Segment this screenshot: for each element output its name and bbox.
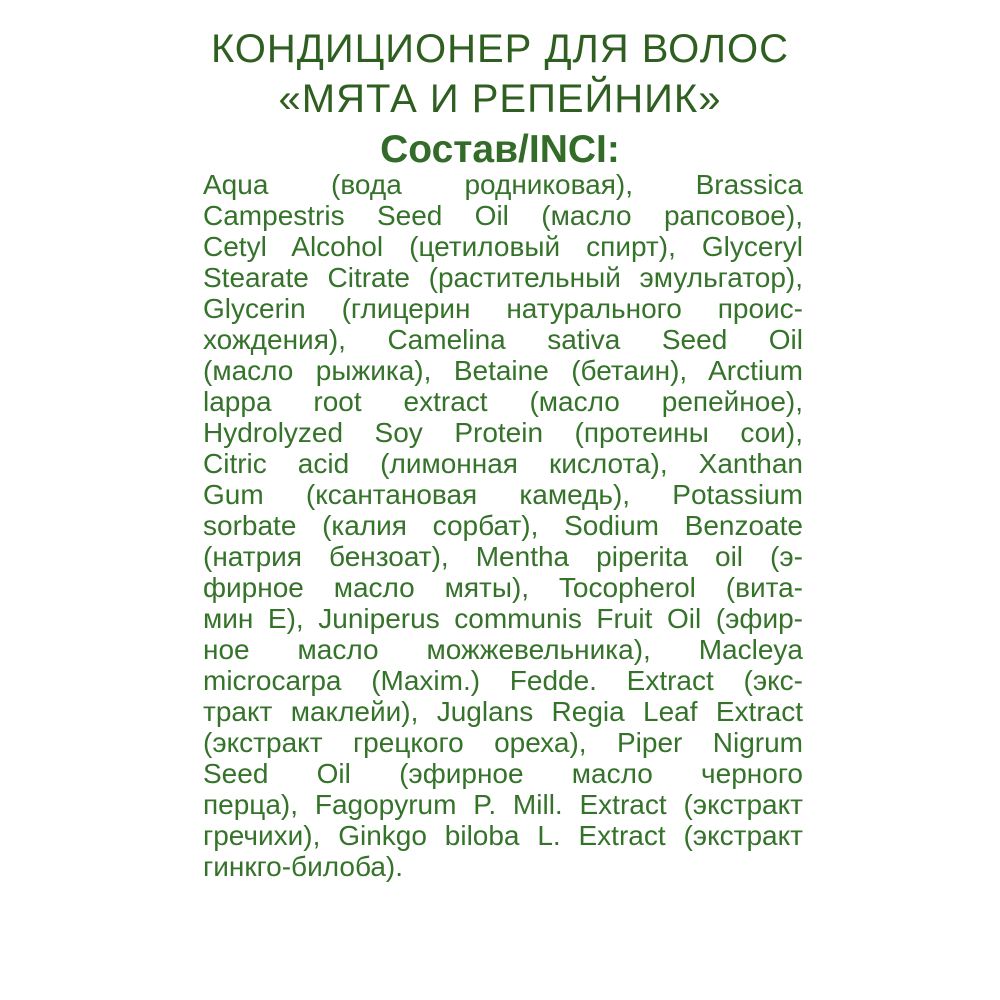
ingredients-line: Campestris Seed Oil (масло рапсовое), — [203, 200, 803, 231]
ingredients-line: Gum (ксантановая камедь), Potassium — [203, 479, 803, 510]
ingredients-line: перца), Fagopyrum P. Mill. Extract (экстракт — [203, 789, 803, 820]
ingredients-line: хождения), Camelina sativa Seed Oil — [203, 324, 803, 355]
product-title-line-1: КОНДИЦИОНЕР ДЛЯ ВОЛОС — [210, 27, 790, 71]
ingredients-line: тракт маклейи), Juglans Regia Leaf Extract — [203, 696, 803, 727]
ingredients-line: Stearate Citrate (растительный эмульгатор), — [203, 262, 803, 293]
ingredients-line-last: гинкго-билоба). — [203, 851, 404, 882]
ingredients-line: Cetyl Alcohol (цетиловый спирт), Glyceryl — [203, 231, 803, 262]
product-title-line-2: «МЯТА И РЕПЕЙНИК» — [278, 77, 722, 121]
ingredients-line: Seed Oil (эфирное масло черного — [203, 758, 803, 789]
ingredients-line: Hydrolyzed Soy Protein (протеины сои), — [203, 417, 803, 448]
ingredients-line: Glycerin (глицерин натурального проис- — [203, 293, 803, 324]
ingredients-line: (экстракт грецкого ореха), Piper Nigrum — [203, 727, 803, 758]
ingredients-line: Citric acid (лимонная кислота), Xanthan — [203, 448, 803, 479]
ingredients-line: sorbate (калия сорбат), Sodium Benzoate — [203, 510, 803, 541]
ingredients-line: lappa root extract (масло репейное), — [203, 386, 803, 417]
ingredients-line: (масло рыжика), Betaine (бетаин), Arctium — [203, 355, 803, 386]
ingredients-line: (натрия бензоат), Mentha piperita oil (э- — [203, 541, 803, 572]
product-title — [150, 24, 850, 124]
ingredients-line: microcarpa (Maxim.) Fedde. Extract (экс- — [203, 665, 803, 696]
ingredients-line: Aqua (вода родниковая), Brassica — [203, 169, 803, 200]
ingredients-line: фирное масло мяты), Tocopherol (вита- — [203, 572, 803, 603]
ingredients-list — [203, 169, 803, 882]
ingredients-line: гречихи), Ginkgo biloba L. Extract (экстракт — [203, 820, 803, 851]
composition-heading: Состав/INCI: — [380, 128, 620, 171]
ingredients-line: ное масло можжевельника), Macleya — [203, 634, 803, 665]
ingredients-line: мин Е), Juniperus communis Fruit Oil (эфир- — [203, 603, 803, 634]
